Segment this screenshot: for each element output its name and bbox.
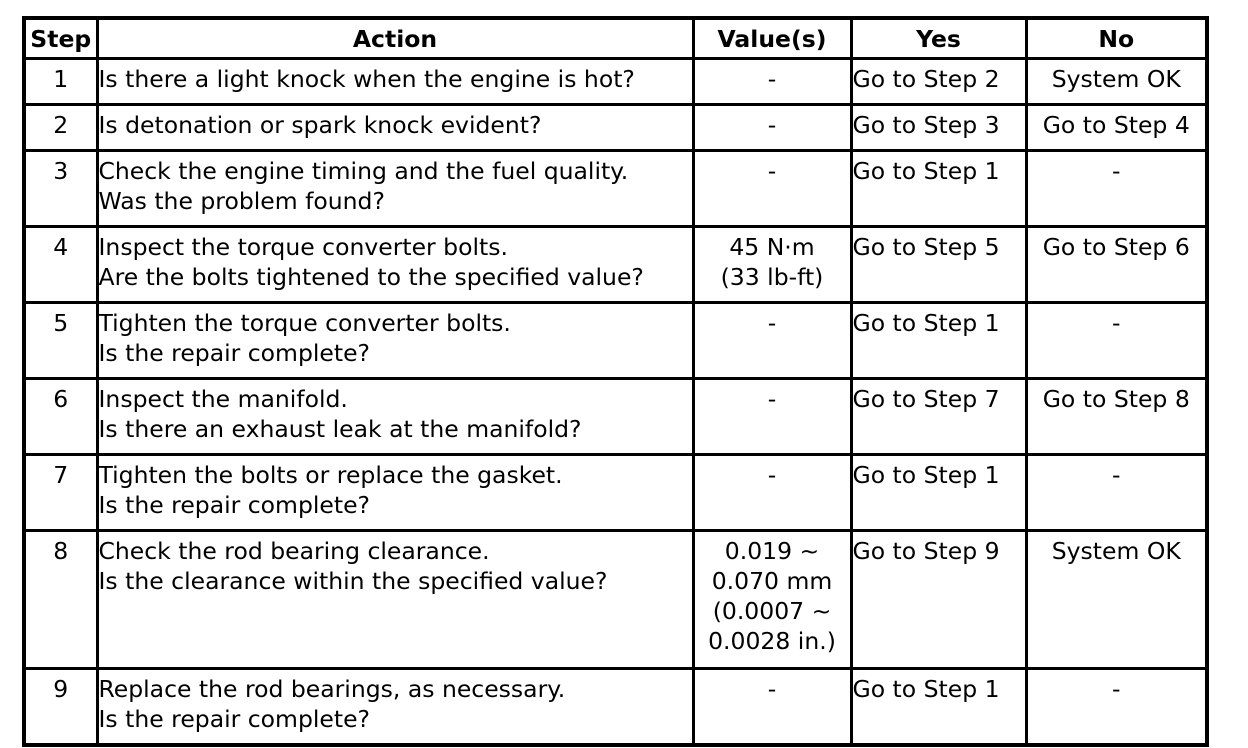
no-cell: -	[1026, 455, 1207, 531]
action-cell	[97, 105, 693, 151]
table-row	[24, 303, 1207, 379]
no-cell: Go to Step 6	[1026, 227, 1207, 303]
value-text: 0.019 ~	[724, 537, 820, 565]
value-text: (0.0007 ~	[712, 597, 832, 625]
value-cell	[693, 59, 851, 105]
action-text: Is there an exhaust leak at the manifold?	[98, 415, 582, 443]
table-row	[24, 227, 1207, 303]
value-text: 0.0028 in.)	[708, 627, 836, 655]
action-cell	[97, 379, 693, 455]
value-cell	[693, 669, 851, 746]
step-number: 4	[24, 227, 97, 303]
no-cell: Go to Step 4	[1026, 105, 1207, 151]
value-cell	[693, 303, 851, 379]
table-row	[24, 669, 1207, 746]
table-row	[24, 151, 1207, 227]
no-cell: -	[1026, 303, 1207, 379]
step-number: 5	[24, 303, 97, 379]
action-cell	[97, 531, 693, 669]
action-text: Is the repair complete?	[98, 705, 371, 733]
yes-cell: Go to Step 9	[851, 531, 1026, 669]
action-text: Tighten the bolts or replace the gasket.	[98, 461, 563, 489]
value-cell	[693, 531, 851, 669]
step-number: 1	[24, 59, 97, 105]
header-action: Action	[97, 18, 693, 59]
value-cell	[693, 379, 851, 455]
no-cell: Go to Step 8	[1026, 379, 1207, 455]
action-text: Are the bolts tightened to the specified value?	[98, 263, 644, 291]
no-cell: System OK	[1026, 531, 1207, 669]
action-text: Replace the rod bearings, as necessary.	[98, 675, 566, 703]
action-text: Is the repair complete?	[98, 339, 371, 367]
yes-cell: Go to Step 1	[851, 303, 1026, 379]
step-number: 8	[24, 531, 97, 669]
yes-cell: Go to Step 5	[851, 227, 1026, 303]
header-row	[24, 18, 1207, 59]
value-cell	[693, 151, 851, 227]
yes-cell: Go to Step 7	[851, 379, 1026, 455]
table-row	[24, 455, 1207, 531]
yes-cell: Go to Step 1	[851, 669, 1026, 746]
step-number: 2	[24, 105, 97, 151]
action-cell	[97, 227, 693, 303]
step-number: 9	[24, 669, 97, 746]
diagnostic-table	[22, 16, 1209, 747]
yes-cell: Go to Step 1	[851, 151, 1026, 227]
action-text: Check the rod bearing clearance.	[98, 537, 490, 565]
action-text: Is the repair complete?	[98, 491, 371, 519]
value-cell	[693, 455, 851, 531]
action-cell	[97, 669, 693, 746]
yes-cell: Go to Step 1	[851, 455, 1026, 531]
step-number: 3	[24, 151, 97, 227]
action-text: Inspect the manifold.	[98, 385, 348, 413]
header-step: Step	[24, 18, 97, 59]
action-cell	[97, 303, 693, 379]
table-row	[24, 379, 1207, 455]
action-cell	[97, 59, 693, 105]
value-text: -	[767, 675, 777, 703]
yes-cell: Go to Step 3	[851, 105, 1026, 151]
action-text: Is detonation or spark knock evident?	[98, 111, 542, 139]
no-cell: -	[1026, 151, 1207, 227]
value-text: 0.070 mm	[711, 567, 833, 595]
action-text: Is there a light knock when the engine is hot?	[98, 65, 635, 93]
action-cell	[97, 455, 693, 531]
table-row	[24, 531, 1207, 669]
header-yes: Yes	[851, 18, 1026, 59]
yes-cell: Go to Step 2	[851, 59, 1026, 105]
value-text: -	[767, 65, 777, 93]
action-text: Was the problem found?	[98, 187, 385, 215]
no-cell: -	[1026, 669, 1207, 746]
action-text: Check the engine timing and the fuel quality.	[98, 157, 629, 185]
action-text: Inspect the torque converter bolts.	[98, 233, 508, 261]
table-row	[24, 105, 1207, 151]
value-cell	[693, 105, 851, 151]
value-text: -	[767, 111, 777, 139]
action-cell	[97, 151, 693, 227]
value-text: -	[767, 461, 777, 489]
step-number: 7	[24, 455, 97, 531]
action-text: Tighten the torque converter bolts.	[98, 309, 511, 337]
header-no: No	[1026, 18, 1207, 59]
value-cell	[693, 227, 851, 303]
action-text: Is the clearance within the specified value?	[98, 567, 608, 595]
value-text: -	[767, 309, 777, 337]
value-text: -	[767, 157, 777, 185]
value-text: 45 N·m	[729, 233, 815, 261]
header-value: Value(s)	[693, 18, 851, 59]
value-text: (33 lb-ft)	[720, 263, 824, 291]
value-text: -	[767, 385, 777, 413]
no-cell: System OK	[1026, 59, 1207, 105]
step-number: 6	[24, 379, 97, 455]
table-row	[24, 59, 1207, 105]
